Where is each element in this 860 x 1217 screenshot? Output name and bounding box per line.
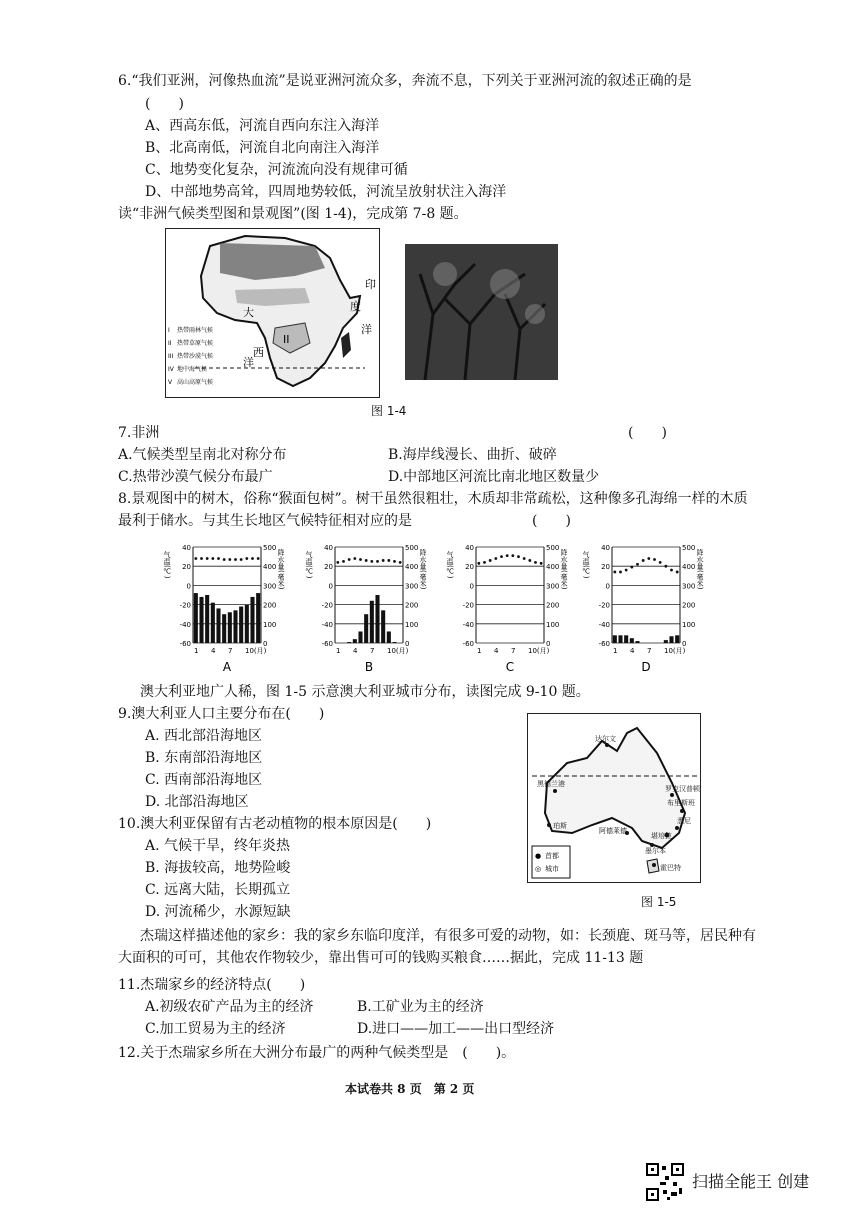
temp-tick-label: 40 xyxy=(182,544,191,552)
q12-stem: 12.关于杰瑞家乡所在大洲分布最广的两种气候类型是 ( )。 xyxy=(118,1045,516,1061)
temp-tick-label: 0 xyxy=(605,582,610,591)
temp-axis-label: 气温(℃) xyxy=(582,551,590,579)
q11-option-b: B.工矿业为主的经济 xyxy=(357,999,484,1015)
precip-bar xyxy=(222,614,226,643)
month-tick-label: 10(月) xyxy=(387,647,409,655)
precip-bar xyxy=(250,597,254,643)
temp-point xyxy=(540,562,543,565)
precip-axis-label: 降水量(毫米) xyxy=(277,549,285,590)
precip-bar xyxy=(347,642,351,643)
month-tick-label: 7 xyxy=(228,647,233,655)
temp-point xyxy=(336,561,339,564)
precip-bar xyxy=(675,635,679,643)
precip-bar xyxy=(669,636,673,643)
precip-bar xyxy=(392,642,396,643)
temp-tick-label: -60 xyxy=(598,640,610,648)
temp-tick-label: -40 xyxy=(598,620,610,629)
precip-bar xyxy=(358,631,362,643)
temp-point xyxy=(483,561,486,564)
month-tick-label: 1 xyxy=(613,647,618,655)
map-label-atlantic-2: 西 xyxy=(253,346,264,359)
temp-point xyxy=(523,557,526,560)
precip-bar xyxy=(381,610,385,643)
q7-option-a: A.气候类型呈南北对称分布 xyxy=(118,447,287,463)
q10-stem: 10.澳大利亚保留有古老动植物的根本原因是( ) xyxy=(118,816,432,832)
temp-point xyxy=(387,559,390,562)
q7-paren: ( ) xyxy=(628,425,667,441)
city-canberra: 堪培拉 xyxy=(651,832,672,840)
climate-chart-D xyxy=(582,537,707,675)
q11-option-c: C.加工贸易为主的经济 xyxy=(145,1021,286,1037)
temp-point xyxy=(676,571,679,574)
legend-text-4: 地中海气候 xyxy=(177,366,208,373)
precip-tick-label: 300 xyxy=(405,582,419,591)
precip-tick-label: 500 xyxy=(263,544,277,552)
legend-num-3: III xyxy=(168,353,174,360)
precip-tick-label: 0 xyxy=(263,640,268,648)
temp-point xyxy=(245,557,248,560)
temp-tick-label: -40 xyxy=(321,620,333,629)
temp-point xyxy=(348,558,351,561)
q9-option-d: D. 北部沿海地区 xyxy=(145,794,249,810)
month-tick-label: 10(月) xyxy=(245,647,267,655)
city-hobart: 霍巴特 xyxy=(660,864,681,872)
temp-point xyxy=(630,566,633,569)
map-label-indian-2: 度 xyxy=(350,300,361,313)
africa-climate-map xyxy=(165,228,380,398)
legend-symbol-city: ◎ xyxy=(535,865,542,873)
precip-bar xyxy=(353,639,357,643)
precip-tick-label: 500 xyxy=(682,544,696,552)
q6-option-b: B、北高南低，河流自北向南注入海洋 xyxy=(145,140,380,156)
precip-tick-label: 300 xyxy=(546,582,560,591)
q9-option-a: A. 西北部沿海地区 xyxy=(145,728,263,744)
q11-option-d: D.进口——加工——出口型经济 xyxy=(357,1021,555,1037)
intro-11-13-line-1: 杰瑞这样描述他的家乡：我的家乡东临印度洋，有很多可爱的动物，如：长颈鹿、斑马等，居民种有 xyxy=(140,928,756,944)
legend-text-3: 热带沙漠气候 xyxy=(177,353,214,360)
precip-tick-label: 500 xyxy=(405,544,419,552)
precip-tick-label: 0 xyxy=(546,640,551,648)
q8-line-2: 最利于储水。与其生长地区气候特征相对应的是 xyxy=(118,513,412,529)
precip-tick-label: 100 xyxy=(405,620,419,629)
precip-bar xyxy=(205,595,209,643)
precip-tick-label: 0 xyxy=(682,640,687,648)
legend-text-capital: 首都 xyxy=(545,852,559,860)
temp-tick-label: -60 xyxy=(321,640,333,648)
month-tick-label: 7 xyxy=(511,647,516,655)
city-darwin: 达尔文 xyxy=(595,735,616,743)
page-footer: 本试卷共 8 页 第 2 页 xyxy=(345,1082,475,1096)
temp-point xyxy=(619,571,622,574)
precip-bar xyxy=(211,603,215,643)
map-label-indian-3: 洋 xyxy=(361,323,372,336)
month-tick-label: 10(月) xyxy=(664,647,686,655)
temp-tick-label: -20 xyxy=(321,601,333,610)
q6-stem: 6.“我们亚洲，河像热血流”是说亚洲河流众多，奔流不息，下列关于亚洲河流的叙述正确的是 xyxy=(118,73,692,89)
qr-code-icon xyxy=(645,1162,685,1202)
temp-point xyxy=(613,571,616,574)
city-adelaide: 阿德莱德 xyxy=(599,827,627,835)
month-tick-label: 7 xyxy=(647,647,652,655)
temp-tick-label: -40 xyxy=(462,620,474,629)
month-tick-label: 1 xyxy=(194,647,199,655)
q9-option-b: B. 东南部沿海地区 xyxy=(145,750,263,766)
temp-point xyxy=(206,557,209,560)
precip-bar xyxy=(613,635,617,643)
temp-point xyxy=(625,569,628,572)
q7-option-c: C.热带沙漠气候分布最广 xyxy=(118,469,273,485)
precip-tick-label: 0 xyxy=(405,640,410,648)
australia-city-map xyxy=(527,713,701,883)
precip-tick-label: 200 xyxy=(263,601,277,610)
temp-point xyxy=(240,558,243,561)
temp-point xyxy=(370,560,373,563)
q10-option-c: C. 远离大陆，长期孤立 xyxy=(145,882,291,898)
month-tick-label: 1 xyxy=(336,647,341,655)
temp-tick-label: 0 xyxy=(469,582,474,591)
temp-point xyxy=(257,557,260,560)
precip-bar xyxy=(245,605,249,643)
month-tick-label: 10(月) xyxy=(528,647,550,655)
precip-tick-label: 100 xyxy=(546,620,560,629)
temp-point xyxy=(211,557,214,560)
temp-point xyxy=(494,557,497,560)
temp-point xyxy=(382,559,385,562)
temp-point xyxy=(353,557,356,560)
temp-point xyxy=(477,562,480,565)
precip-bar xyxy=(630,638,634,643)
legend-text-2: 热带草原气候 xyxy=(177,340,214,347)
q7-option-b: B.海岸线漫长、曲折、破碎 xyxy=(388,447,557,463)
q8-line-1: 8.景观图中的树木，俗称“猴面包树”。树干虽然很粗壮，木质却非常疏松，这种像多孔海绵一样的木质 xyxy=(118,491,748,507)
q6-paren: ( ) xyxy=(145,96,184,112)
temp-point xyxy=(342,560,345,563)
precip-bar xyxy=(364,614,368,643)
temp-tick-label: 20 xyxy=(324,563,333,572)
legend-text-1: 热带雨林气候 xyxy=(177,327,214,334)
climate-chart-B xyxy=(305,537,430,675)
precip-tick-label: 200 xyxy=(546,601,560,610)
temp-point xyxy=(670,569,673,572)
month-tick-label: 4 xyxy=(630,647,635,655)
fig-1-5-caption: 图 1-5 xyxy=(641,895,677,909)
temp-point xyxy=(511,554,514,557)
intro-11-13-line-2: 大面积的可可，其他农作物较少，靠出售可可的钱购买粮食……据此，完成 11-13 题 xyxy=(118,950,644,966)
month-tick-label: 7 xyxy=(370,647,375,655)
chart-option-letter: C xyxy=(505,660,515,674)
temp-point xyxy=(659,561,662,564)
precip-tick-label: 200 xyxy=(682,601,696,610)
precip-tick-label: 200 xyxy=(405,601,419,610)
q7-stem: 7.非洲 xyxy=(118,425,160,441)
precip-bar xyxy=(194,593,198,643)
city-brisbane: 布里斯班 xyxy=(667,799,695,807)
temp-tick-label: -20 xyxy=(462,601,474,610)
month-tick-label: 4 xyxy=(211,647,216,655)
temp-tick-label: -60 xyxy=(179,640,191,648)
temp-point xyxy=(223,558,226,561)
temp-point xyxy=(393,560,396,563)
legend-text-city: 城市 xyxy=(545,865,559,873)
temp-point xyxy=(664,565,667,568)
temp-point xyxy=(376,560,379,563)
city-rockhampton: 罗克汉普顿 xyxy=(665,785,700,793)
precip-tick-label: 400 xyxy=(263,563,277,572)
temp-axis-label: 气温(℃) xyxy=(305,551,313,579)
q8-paren: ( ) xyxy=(532,513,571,529)
temp-tick-label: -20 xyxy=(179,601,191,610)
fig-1-4-caption: 图 1-4 xyxy=(371,404,407,418)
precip-bar xyxy=(228,612,232,643)
map-label-zone-ii: II xyxy=(283,333,290,346)
temp-point xyxy=(653,558,656,561)
month-tick-label: 4 xyxy=(353,647,358,655)
precip-bar xyxy=(239,607,243,643)
q6-option-a: A、西高东低，河流自西向东注入海洋 xyxy=(145,118,380,134)
temp-tick-label: 0 xyxy=(328,582,333,591)
q11-stem: 11.杰瑞家乡的经济特点( ) xyxy=(118,977,306,993)
q6-option-c: C、地势变化复杂，河流流向没有规律可循 xyxy=(145,162,408,178)
chart-option-letter: D xyxy=(641,660,651,674)
temp-axis-label: 气温(℃) xyxy=(163,551,171,579)
temp-point xyxy=(636,563,639,566)
q10-option-a: A. 气候干旱，终年炎热 xyxy=(145,838,291,854)
temp-tick-label: 40 xyxy=(324,544,333,552)
city-perth: 珀斯 xyxy=(553,822,567,830)
precip-bar xyxy=(256,593,260,643)
legend-num-4: IV xyxy=(168,366,174,373)
temp-point xyxy=(217,557,220,560)
legend-num-1: I xyxy=(168,327,170,334)
precip-tick-label: 300 xyxy=(263,582,277,591)
precip-tick-label: 500 xyxy=(546,544,560,552)
precip-bar xyxy=(387,631,391,643)
precip-bar xyxy=(375,595,379,643)
q10-option-b: B. 海拔较高，地势险峻 xyxy=(145,860,291,876)
temp-point xyxy=(517,555,520,558)
temp-tick-label: -60 xyxy=(462,640,474,648)
temp-point xyxy=(228,558,231,561)
intro-9-10: 澳大利亚地广人稀，图 1-5 示意澳大利亚城市分布，读图完成 9-10 题。 xyxy=(140,684,590,700)
legend-symbol-capital: ● xyxy=(535,852,542,860)
temp-point xyxy=(359,558,362,561)
temp-point xyxy=(489,559,492,562)
precip-tick-label: 400 xyxy=(682,563,696,572)
q9-option-c: C. 西南部沿海地区 xyxy=(145,772,263,788)
temp-point xyxy=(506,554,509,557)
temp-axis-label: 气温(℃) xyxy=(446,551,454,579)
temp-point xyxy=(200,557,203,560)
precip-bar xyxy=(624,635,628,643)
temp-tick-label: 20 xyxy=(601,563,610,572)
precip-bar xyxy=(233,610,237,643)
city-melbourne: 墨尔本 xyxy=(645,847,666,855)
precip-tick-label: 100 xyxy=(263,620,277,629)
precip-bar xyxy=(216,608,220,643)
temp-point xyxy=(365,559,368,562)
temp-tick-label: 20 xyxy=(465,563,474,572)
month-tick-label: 4 xyxy=(494,647,499,655)
map-label-atlantic-3: 洋 xyxy=(243,356,254,369)
temp-point xyxy=(642,559,645,562)
month-tick-label: 1 xyxy=(477,647,482,655)
q6-option-d: D、中部地势高耸，四周地势较低，河流呈放射状注入海洋 xyxy=(145,184,507,200)
temp-point xyxy=(194,557,197,560)
precip-axis-label: 降水量(毫米) xyxy=(419,549,427,590)
temp-tick-label: -40 xyxy=(179,620,191,629)
legend-text-5: 高山高原气候 xyxy=(177,379,214,386)
precip-bar xyxy=(635,641,639,643)
precip-axis-label: 降水量(毫米) xyxy=(560,549,568,590)
precip-bar xyxy=(664,640,668,643)
precip-bar xyxy=(370,601,374,643)
q7-option-d: D.中部地区河流比南北地区数量少 xyxy=(388,469,600,485)
baobab-landscape-photo xyxy=(405,244,558,380)
precip-tick-label: 300 xyxy=(682,582,696,591)
precip-bar xyxy=(199,597,203,643)
legend-num-5: V xyxy=(168,379,173,386)
temp-point xyxy=(647,557,650,560)
temp-point xyxy=(399,561,402,564)
temp-tick-label: -20 xyxy=(598,601,610,610)
map-label-atlantic-1: 大 xyxy=(243,306,254,319)
temp-tick-label: 40 xyxy=(601,544,610,552)
intro-7-8: 读“非洲气候类型图和景观图”(图 1-4)，完成第 7-8 题。 xyxy=(118,206,468,222)
temp-point xyxy=(500,555,503,558)
temp-point xyxy=(234,558,237,561)
legend-num-2: II xyxy=(168,340,172,347)
map-label-indian-1: 印 xyxy=(365,278,376,291)
climate-chart-A xyxy=(163,537,288,675)
temp-tick-label: 0 xyxy=(186,582,191,591)
chart-option-letter: B xyxy=(364,660,374,674)
precip-bar xyxy=(618,635,622,643)
temp-point xyxy=(251,557,254,560)
precip-tick-label: 400 xyxy=(546,563,560,572)
precip-axis-label: 降水量(毫米) xyxy=(696,549,704,590)
q10-option-d: D. 河流稀少，水源短缺 xyxy=(145,904,291,920)
temp-tick-label: 40 xyxy=(465,544,474,552)
city-port-hedland: 黑德兰港 xyxy=(537,780,565,788)
q11-option-a: A.初级农矿产品为主的经济 xyxy=(145,999,314,1015)
q9-stem: 9.澳大利亚人口主要分布在( ) xyxy=(118,706,325,722)
temp-point xyxy=(534,561,537,564)
chart-option-letter: A xyxy=(222,660,232,674)
scanner-watermark: 扫描全能王 创建 xyxy=(692,1172,810,1191)
climate-chart-C xyxy=(446,537,571,675)
precip-tick-label: 400 xyxy=(405,563,419,572)
temp-tick-label: 20 xyxy=(182,563,191,572)
city-sydney: 悉尼 xyxy=(677,817,691,825)
temp-point xyxy=(528,559,531,562)
precip-tick-label: 100 xyxy=(682,620,696,629)
